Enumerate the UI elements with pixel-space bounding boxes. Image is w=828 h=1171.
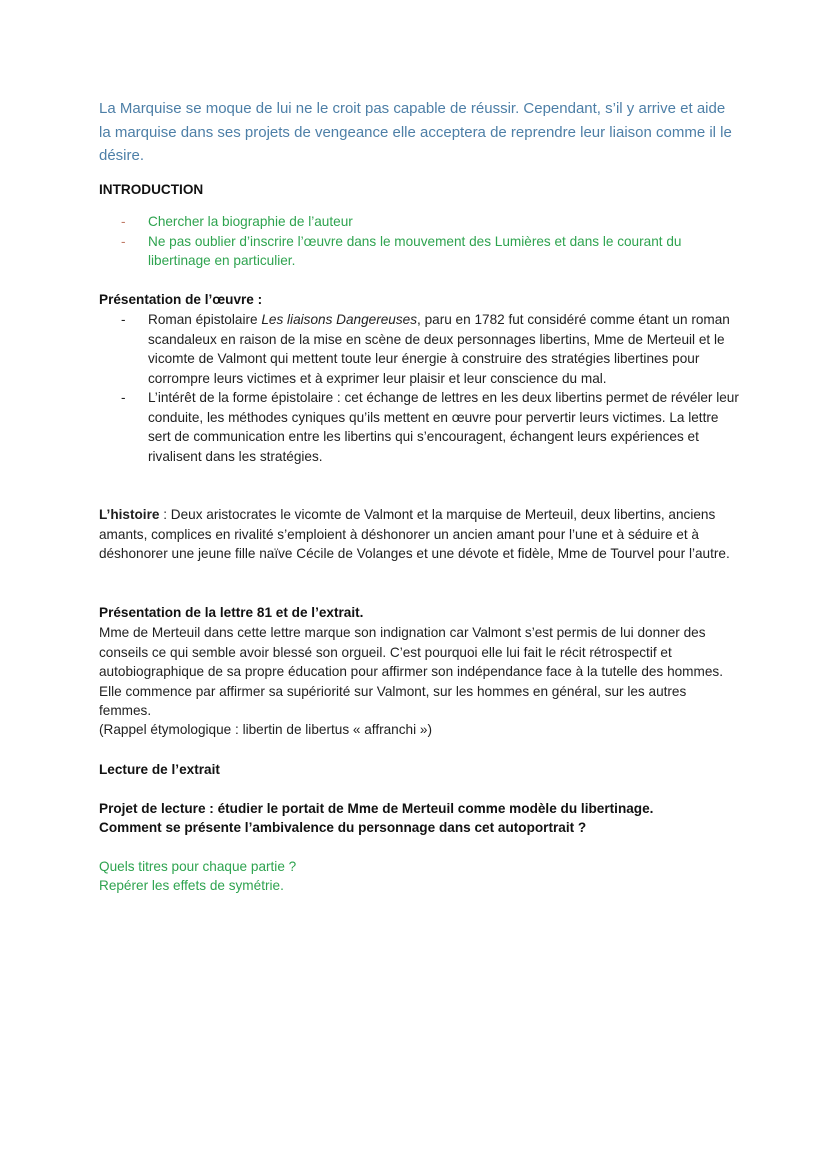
presentation-oeuvre-list [99, 310, 739, 466]
lettre81-heading: Présentation de la lettre 81 et de l’extrait. [99, 605, 364, 620]
lecture-heading: Lecture de l’extrait [99, 762, 220, 777]
presentation-oeuvre-heading: Présentation de l’œuvre : [99, 292, 263, 307]
list-item: - Ne pas oublier d’inscrire l’œuvre dans le mouvement des Lumières et dans le courant du libertinage en particulier. [121, 233, 682, 268]
introduction-heading: INTRODUCTION [99, 182, 204, 197]
histoire-label: L’histoire [99, 507, 160, 522]
rappel-etymologique: (Rappel étymologique : libertin de libertus « affranchi ») [99, 722, 432, 737]
projet-line-2: Comment se présente l’ambivalence du personnage dans cet autoportrait ? [99, 820, 587, 835]
list-item: - L’intérêt de la forme épistolaire : cet échange de lettres en les deux libertins permet de révéler leur conduite, les méthodes cyniques qu’ils mettent en œuvre pour pervertir leurs victimes. La lettre sert de communication entre les libertins qui s’encouragent, échangent leurs expériences et rivalisent dans les stratégies. [121, 390, 739, 464]
list-item: - Chercher la biographie de l’auteur [121, 214, 353, 229]
projet-line-1: Projet de lecture : étudier le portait de Mme de Merteuil comme modèle du libertinage. [99, 801, 654, 816]
note-symetrie: Repérer les effets de symétrie. [99, 878, 284, 893]
introduction-list [99, 212, 739, 271]
book-title: Les liaisons Dangereuses [261, 312, 418, 327]
list-item: - Roman épistolaire Les liaisons Dangereuses, paru en 1782 fut considéré comme étant un roman scandaleux en raison de la mise en scène de deux personnages libertins, Mme de Merteuil et le vicomte de Valmont qui mettent toute leur énergie à construire des stratégies libertines pour corrompre leurs victimes et à exprimer leur plaisir et leur conscience du mal. [121, 312, 730, 386]
note-titres: Quels titres pour chaque partie ? [99, 859, 297, 874]
lettre81-paragraph: Mme de Merteuil dans cette lettre marque son indignation car Valmont s’est permis de lui donner des conseils ce qui semble avoir blessé son orgueil. C’est pourquoi elle lui fait le récit rétrospectif et autobiographique de sa propre éducation pour affirmer son indépendance face à la tutelle des hommes. Elle commence par affirmer sa supériorité sur Valmont, sur les hommes en général, sur les autres femmes. [99, 625, 723, 718]
intro-paragraph: La Marquise se moque de lui ne le croit pas capable de réussir. Cependant, s’il y arrive et aide la marquise dans ses projets de vengeance elle acceptera de reprendre leur liaison comme il le désire. [99, 100, 732, 164]
histoire-paragraph: L’histoire : Deux aristocrates le vicomte de Valmont et la marquise de Merteuil, deux libertins, anciens amants, complices en rivalité s’emploient à déshonorer un ancien amant pour l’une et à séduire et à déshonorer une jeune fille naïve Cécile de Volanges et une dévote et fidèle, Mme de Tourvel pour l’autre. [99, 507, 730, 561]
